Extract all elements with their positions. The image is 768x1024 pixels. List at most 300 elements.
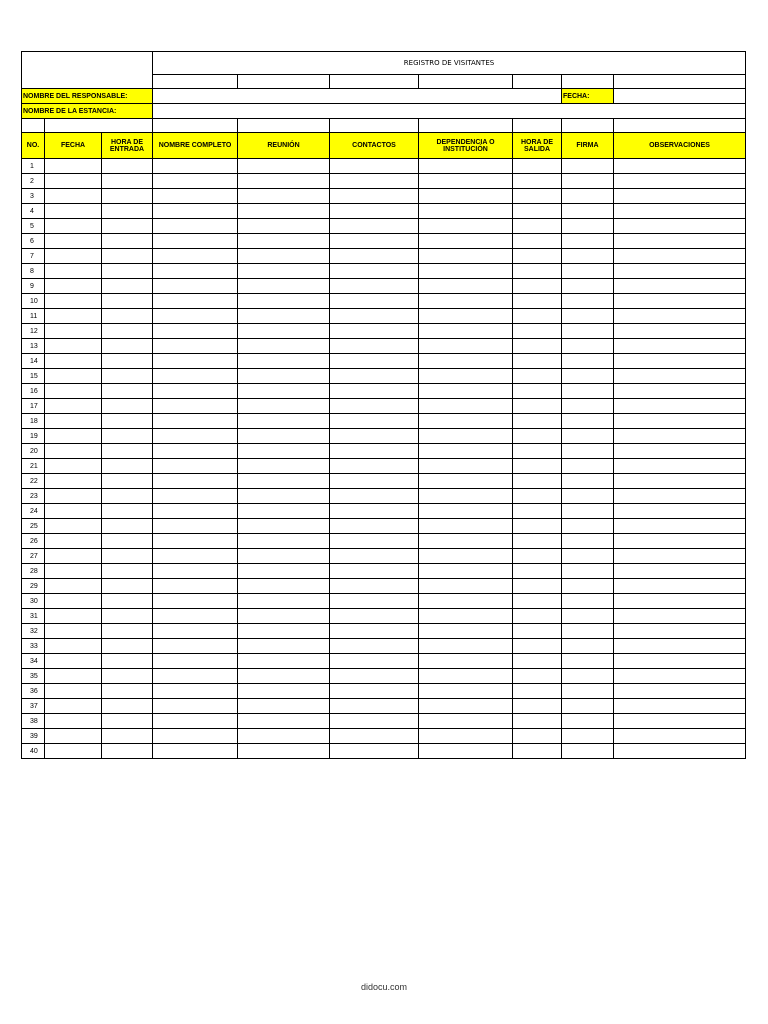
entry-cell[interactable]: [419, 669, 513, 684]
entry-cell[interactable]: [102, 264, 153, 279]
entry-cell[interactable]: [513, 384, 562, 399]
entry-cell[interactable]: [614, 639, 746, 654]
entry-cell[interactable]: [419, 384, 513, 399]
entry-cell[interactable]: [102, 579, 153, 594]
entry-cell[interactable]: [513, 279, 562, 294]
entry-cell[interactable]: [45, 594, 102, 609]
entry-cell[interactable]: [45, 399, 102, 414]
entry-cell[interactable]: [102, 174, 153, 189]
entry-cell[interactable]: [614, 429, 746, 444]
entry-cell[interactable]: [614, 534, 746, 549]
entry-cell[interactable]: [562, 249, 614, 264]
entry-cell[interactable]: [238, 534, 330, 549]
entry-cell[interactable]: [419, 474, 513, 489]
entry-cell[interactable]: [419, 444, 513, 459]
entry-cell[interactable]: [102, 684, 153, 699]
entry-cell[interactable]: [419, 324, 513, 339]
entry-cell[interactable]: [102, 339, 153, 354]
entry-cell[interactable]: [153, 219, 238, 234]
entry-cell[interactable]: [562, 489, 614, 504]
entry-cell[interactable]: [614, 579, 746, 594]
entry-cell[interactable]: [562, 669, 614, 684]
entry-cell[interactable]: [45, 354, 102, 369]
entry-cell[interactable]: [102, 744, 153, 759]
entry-cell[interactable]: [562, 684, 614, 699]
responsable-field[interactable]: [153, 89, 562, 104]
entry-cell[interactable]: [153, 684, 238, 699]
entry-cell[interactable]: [419, 354, 513, 369]
entry-cell[interactable]: [419, 714, 513, 729]
entry-cell[interactable]: [102, 594, 153, 609]
entry-cell[interactable]: [238, 264, 330, 279]
entry-cell[interactable]: [330, 579, 419, 594]
entry-cell[interactable]: [238, 504, 330, 519]
entry-cell[interactable]: [513, 594, 562, 609]
entry-cell[interactable]: [102, 669, 153, 684]
entry-cell[interactable]: [419, 684, 513, 699]
entry-cell[interactable]: [330, 564, 419, 579]
entry-cell[interactable]: [153, 189, 238, 204]
entry-cell[interactable]: [238, 384, 330, 399]
entry-cell[interactable]: [238, 204, 330, 219]
entry-cell[interactable]: [419, 264, 513, 279]
entry-cell[interactable]: [238, 714, 330, 729]
entry-cell[interactable]: [153, 579, 238, 594]
entry-cell[interactable]: [614, 414, 746, 429]
entry-cell[interactable]: [153, 414, 238, 429]
entry-cell[interactable]: [419, 234, 513, 249]
entry-cell[interactable]: [153, 744, 238, 759]
entry-cell[interactable]: [614, 549, 746, 564]
entry-cell[interactable]: [102, 564, 153, 579]
entry-cell[interactable]: [419, 159, 513, 174]
entry-cell[interactable]: [238, 669, 330, 684]
entry-cell[interactable]: [513, 744, 562, 759]
entry-cell[interactable]: [562, 429, 614, 444]
entry-cell[interactable]: [614, 594, 746, 609]
entry-cell[interactable]: [45, 219, 102, 234]
entry-cell[interactable]: [419, 459, 513, 474]
entry-cell[interactable]: [45, 204, 102, 219]
entry-cell[interactable]: [330, 654, 419, 669]
entry-cell[interactable]: [513, 204, 562, 219]
entry-cell[interactable]: [153, 504, 238, 519]
entry-cell[interactable]: [238, 219, 330, 234]
entry-cell[interactable]: [513, 459, 562, 474]
entry-cell[interactable]: [238, 579, 330, 594]
entry-cell[interactable]: [513, 654, 562, 669]
entry-cell[interactable]: [238, 594, 330, 609]
entry-cell[interactable]: [419, 294, 513, 309]
entry-cell[interactable]: [45, 474, 102, 489]
entry-cell[interactable]: [238, 624, 330, 639]
entry-cell[interactable]: [102, 354, 153, 369]
entry-cell[interactable]: [330, 324, 419, 339]
entry-cell[interactable]: [153, 369, 238, 384]
entry-cell[interactable]: [102, 639, 153, 654]
entry-cell[interactable]: [614, 369, 746, 384]
entry-cell[interactable]: [45, 279, 102, 294]
entry-cell[interactable]: [45, 534, 102, 549]
entry-cell[interactable]: [562, 414, 614, 429]
entry-cell[interactable]: [153, 204, 238, 219]
entry-cell[interactable]: [614, 294, 746, 309]
entry-cell[interactable]: [614, 384, 746, 399]
entry-cell[interactable]: [513, 339, 562, 354]
entry-cell[interactable]: [419, 429, 513, 444]
entry-cell[interactable]: [238, 729, 330, 744]
entry-cell[interactable]: [102, 294, 153, 309]
entry-cell[interactable]: [513, 504, 562, 519]
entry-cell[interactable]: [153, 729, 238, 744]
entry-cell[interactable]: [330, 744, 419, 759]
entry-cell[interactable]: [614, 459, 746, 474]
entry-cell[interactable]: [562, 234, 614, 249]
entry-cell[interactable]: [45, 684, 102, 699]
entry-cell[interactable]: [45, 459, 102, 474]
entry-cell[interactable]: [238, 159, 330, 174]
entry-cell[interactable]: [419, 504, 513, 519]
entry-cell[interactable]: [562, 609, 614, 624]
entry-cell[interactable]: [102, 204, 153, 219]
entry-cell[interactable]: [330, 234, 419, 249]
entry-cell[interactable]: [419, 414, 513, 429]
entry-cell[interactable]: [330, 294, 419, 309]
entry-cell[interactable]: [513, 249, 562, 264]
entry-cell[interactable]: [562, 579, 614, 594]
entry-cell[interactable]: [153, 294, 238, 309]
entry-cell[interactable]: [330, 594, 419, 609]
entry-cell[interactable]: [614, 324, 746, 339]
entry-cell[interactable]: [330, 384, 419, 399]
entry-cell[interactable]: [513, 234, 562, 249]
entry-cell[interactable]: [102, 609, 153, 624]
entry-cell[interactable]: [562, 744, 614, 759]
entry-cell[interactable]: [513, 699, 562, 714]
entry-cell[interactable]: [513, 444, 562, 459]
entry-cell[interactable]: [513, 729, 562, 744]
entry-cell[interactable]: [562, 339, 614, 354]
entry-cell[interactable]: [614, 354, 746, 369]
entry-cell[interactable]: [419, 309, 513, 324]
entry-cell[interactable]: [562, 534, 614, 549]
entry-cell[interactable]: [45, 639, 102, 654]
entry-cell[interactable]: [153, 279, 238, 294]
entry-cell[interactable]: [419, 639, 513, 654]
entry-cell[interactable]: [562, 324, 614, 339]
entry-cell[interactable]: [330, 429, 419, 444]
entry-cell[interactable]: [330, 729, 419, 744]
entry-cell[interactable]: [614, 444, 746, 459]
entry-cell[interactable]: [419, 174, 513, 189]
entry-cell[interactable]: [614, 189, 746, 204]
entry-cell[interactable]: [614, 279, 746, 294]
entry-cell[interactable]: [238, 639, 330, 654]
entry-cell[interactable]: [513, 489, 562, 504]
entry-cell[interactable]: [238, 189, 330, 204]
entry-cell[interactable]: [153, 324, 238, 339]
entry-cell[interactable]: [153, 384, 238, 399]
entry-cell[interactable]: [238, 474, 330, 489]
entry-cell[interactable]: [330, 339, 419, 354]
entry-cell[interactable]: [153, 444, 238, 459]
entry-cell[interactable]: [562, 549, 614, 564]
entry-cell[interactable]: [614, 609, 746, 624]
entry-cell[interactable]: [513, 264, 562, 279]
entry-cell[interactable]: [513, 429, 562, 444]
entry-cell[interactable]: [102, 534, 153, 549]
entry-cell[interactable]: [153, 249, 238, 264]
entry-cell[interactable]: [45, 369, 102, 384]
entry-cell[interactable]: [419, 519, 513, 534]
entry-cell[interactable]: [45, 249, 102, 264]
entry-cell[interactable]: [102, 399, 153, 414]
entry-cell[interactable]: [102, 324, 153, 339]
entry-cell[interactable]: [330, 414, 419, 429]
entry-cell[interactable]: [513, 474, 562, 489]
entry-cell[interactable]: [153, 624, 238, 639]
entry-cell[interactable]: [330, 534, 419, 549]
entry-cell[interactable]: [102, 384, 153, 399]
entry-cell[interactable]: [153, 549, 238, 564]
entry-cell[interactable]: [153, 339, 238, 354]
entry-cell[interactable]: [330, 219, 419, 234]
entry-cell[interactable]: [562, 459, 614, 474]
entry-cell[interactable]: [330, 309, 419, 324]
entry-cell[interactable]: [238, 609, 330, 624]
entry-cell[interactable]: [513, 324, 562, 339]
entry-cell[interactable]: [45, 294, 102, 309]
entry-cell[interactable]: [513, 219, 562, 234]
entry-cell[interactable]: [102, 309, 153, 324]
entry-cell[interactable]: [330, 399, 419, 414]
entry-cell[interactable]: [153, 714, 238, 729]
entry-cell[interactable]: [513, 399, 562, 414]
entry-cell[interactable]: [614, 729, 746, 744]
entry-cell[interactable]: [419, 279, 513, 294]
estancia-field[interactable]: [153, 104, 746, 119]
entry-cell[interactable]: [513, 684, 562, 699]
entry-cell[interactable]: [562, 699, 614, 714]
entry-cell[interactable]: [238, 294, 330, 309]
entry-cell[interactable]: [153, 174, 238, 189]
entry-cell[interactable]: [238, 234, 330, 249]
entry-cell[interactable]: [562, 714, 614, 729]
entry-cell[interactable]: [330, 474, 419, 489]
entry-cell[interactable]: [45, 159, 102, 174]
entry-cell[interactable]: [153, 399, 238, 414]
entry-cell[interactable]: [153, 234, 238, 249]
entry-cell[interactable]: [238, 429, 330, 444]
entry-cell[interactable]: [513, 414, 562, 429]
entry-cell[interactable]: [153, 594, 238, 609]
entry-cell[interactable]: [513, 564, 562, 579]
entry-cell[interactable]: [45, 609, 102, 624]
entry-cell[interactable]: [614, 339, 746, 354]
entry-cell[interactable]: [45, 444, 102, 459]
entry-cell[interactable]: [102, 474, 153, 489]
entry-cell[interactable]: [614, 684, 746, 699]
entry-cell[interactable]: [153, 474, 238, 489]
entry-cell[interactable]: [419, 744, 513, 759]
entry-cell[interactable]: [562, 294, 614, 309]
entry-cell[interactable]: [45, 624, 102, 639]
entry-cell[interactable]: [153, 459, 238, 474]
entry-cell[interactable]: [614, 504, 746, 519]
entry-cell[interactable]: [614, 519, 746, 534]
entry-cell[interactable]: [562, 204, 614, 219]
entry-cell[interactable]: [45, 264, 102, 279]
entry-cell[interactable]: [102, 444, 153, 459]
entry-cell[interactable]: [102, 519, 153, 534]
entry-cell[interactable]: [562, 444, 614, 459]
entry-cell[interactable]: [513, 714, 562, 729]
entry-cell[interactable]: [614, 249, 746, 264]
entry-cell[interactable]: [330, 624, 419, 639]
entry-cell[interactable]: [562, 384, 614, 399]
entry-cell[interactable]: [614, 309, 746, 324]
entry-cell[interactable]: [102, 489, 153, 504]
entry-cell[interactable]: [614, 654, 746, 669]
entry-cell[interactable]: [102, 654, 153, 669]
entry-cell[interactable]: [102, 234, 153, 249]
entry-cell[interactable]: [419, 699, 513, 714]
entry-cell[interactable]: [513, 624, 562, 639]
entry-cell[interactable]: [238, 414, 330, 429]
entry-cell[interactable]: [513, 669, 562, 684]
entry-cell[interactable]: [419, 624, 513, 639]
entry-cell[interactable]: [330, 174, 419, 189]
entry-cell[interactable]: [45, 339, 102, 354]
entry-cell[interactable]: [419, 249, 513, 264]
entry-cell[interactable]: [330, 489, 419, 504]
entry-cell[interactable]: [102, 549, 153, 564]
entry-cell[interactable]: [513, 309, 562, 324]
entry-cell[interactable]: [562, 594, 614, 609]
entry-cell[interactable]: [562, 639, 614, 654]
entry-cell[interactable]: [238, 369, 330, 384]
entry-cell[interactable]: [419, 339, 513, 354]
entry-cell[interactable]: [562, 729, 614, 744]
fecha-field[interactable]: [614, 89, 746, 104]
entry-cell[interactable]: [330, 279, 419, 294]
entry-cell[interactable]: [238, 564, 330, 579]
entry-cell[interactable]: [102, 369, 153, 384]
entry-cell[interactable]: [562, 219, 614, 234]
entry-cell[interactable]: [45, 324, 102, 339]
entry-cell[interactable]: [513, 354, 562, 369]
entry-cell[interactable]: [419, 564, 513, 579]
entry-cell[interactable]: [513, 639, 562, 654]
entry-cell[interactable]: [45, 309, 102, 324]
entry-cell[interactable]: [330, 204, 419, 219]
entry-cell[interactable]: [513, 369, 562, 384]
entry-cell[interactable]: [562, 474, 614, 489]
entry-cell[interactable]: [614, 159, 746, 174]
entry-cell[interactable]: [562, 654, 614, 669]
entry-cell[interactable]: [614, 624, 746, 639]
entry-cell[interactable]: [513, 174, 562, 189]
entry-cell[interactable]: [45, 174, 102, 189]
entry-cell[interactable]: [614, 669, 746, 684]
entry-cell[interactable]: [562, 504, 614, 519]
entry-cell[interactable]: [513, 294, 562, 309]
entry-cell[interactable]: [102, 279, 153, 294]
entry-cell[interactable]: [419, 609, 513, 624]
entry-cell[interactable]: [419, 369, 513, 384]
entry-cell[interactable]: [614, 744, 746, 759]
entry-cell[interactable]: [562, 399, 614, 414]
entry-cell[interactable]: [330, 639, 419, 654]
entry-cell[interactable]: [238, 489, 330, 504]
entry-cell[interactable]: [153, 159, 238, 174]
entry-cell[interactable]: [238, 339, 330, 354]
entry-cell[interactable]: [330, 459, 419, 474]
entry-cell[interactable]: [562, 624, 614, 639]
entry-cell[interactable]: [238, 279, 330, 294]
entry-cell[interactable]: [562, 189, 614, 204]
entry-cell[interactable]: [419, 549, 513, 564]
entry-cell[interactable]: [102, 459, 153, 474]
entry-cell[interactable]: [614, 399, 746, 414]
entry-cell[interactable]: [238, 354, 330, 369]
entry-cell[interactable]: [102, 429, 153, 444]
entry-cell[interactable]: [330, 714, 419, 729]
entry-cell[interactable]: [330, 699, 419, 714]
entry-cell[interactable]: [330, 684, 419, 699]
entry-cell[interactable]: [562, 264, 614, 279]
entry-cell[interactable]: [45, 714, 102, 729]
entry-cell[interactable]: [419, 489, 513, 504]
entry-cell[interactable]: [153, 639, 238, 654]
entry-cell[interactable]: [238, 444, 330, 459]
entry-cell[interactable]: [419, 594, 513, 609]
entry-cell[interactable]: [153, 564, 238, 579]
entry-cell[interactable]: [153, 354, 238, 369]
entry-cell[interactable]: [238, 519, 330, 534]
entry-cell[interactable]: [238, 174, 330, 189]
entry-cell[interactable]: [614, 699, 746, 714]
entry-cell[interactable]: [238, 459, 330, 474]
entry-cell[interactable]: [102, 249, 153, 264]
entry-cell[interactable]: [330, 249, 419, 264]
entry-cell[interactable]: [419, 579, 513, 594]
entry-cell[interactable]: [238, 744, 330, 759]
entry-cell[interactable]: [330, 504, 419, 519]
entry-cell[interactable]: [562, 369, 614, 384]
entry-cell[interactable]: [614, 714, 746, 729]
entry-cell[interactable]: [45, 504, 102, 519]
entry-cell[interactable]: [562, 519, 614, 534]
entry-cell[interactable]: [102, 414, 153, 429]
entry-cell[interactable]: [45, 579, 102, 594]
entry-cell[interactable]: [45, 699, 102, 714]
entry-cell[interactable]: [102, 219, 153, 234]
entry-cell[interactable]: [102, 504, 153, 519]
entry-cell[interactable]: [45, 729, 102, 744]
entry-cell[interactable]: [102, 714, 153, 729]
entry-cell[interactable]: [45, 384, 102, 399]
entry-cell[interactable]: [562, 279, 614, 294]
entry-cell[interactable]: [419, 654, 513, 669]
entry-cell[interactable]: [562, 309, 614, 324]
entry-cell[interactable]: [614, 474, 746, 489]
entry-cell[interactable]: [102, 699, 153, 714]
entry-cell[interactable]: [153, 534, 238, 549]
entry-cell[interactable]: [614, 264, 746, 279]
entry-cell[interactable]: [330, 609, 419, 624]
entry-cell[interactable]: [614, 204, 746, 219]
